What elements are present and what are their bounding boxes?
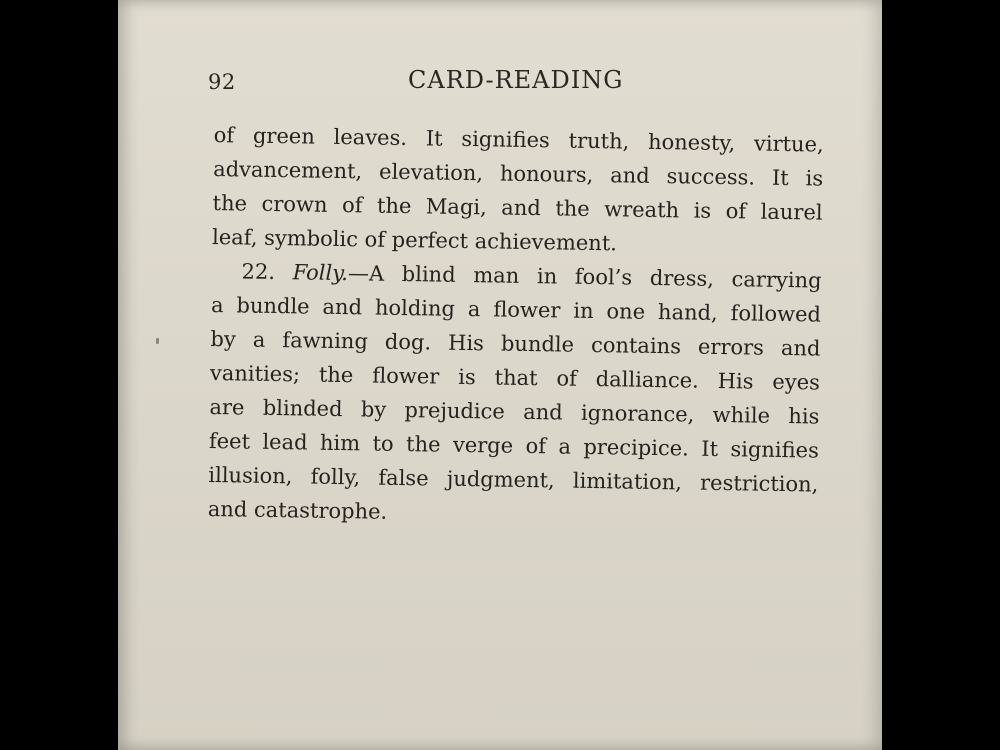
page-header [208,66,818,102]
text-line: the crown of the Magi, and the wreath is of laurel [212,190,823,225]
page-speck [156,338,159,344]
text-line: advancement, elevation, honours, and success. It is [213,156,824,191]
text-line: of green leaves. It signifies truth, honesty, virtue, [213,122,824,157]
text-line: by a fawning dog. His bundle contains errors and [210,326,821,361]
paragraph-laurel [212,118,824,264]
running-head: CARD-READING [408,66,624,94]
text-line: and catastrophe. [207,496,388,524]
text-line: are blinded by prejudice and ignorance, while his [209,394,820,429]
text-line: feet lead him to the verge of a precipice. It signifies [208,428,820,463]
text-line: illusion, folly, false judgment, limitation, restriction, [208,462,819,497]
text-line: leaf, symbolic of perfect achievement. [211,224,618,256]
entry-number: 22. [241,259,276,284]
book-page [118,0,882,750]
text-line: vanities; the flower is that of dalliance. His eyes [209,360,821,395]
page-number: 92 [208,70,236,94]
body-text [208,118,824,536]
text-line: a bundle and holding a flower in one hand, followed [210,292,822,327]
entry-title: Folly. [292,260,349,286]
entry-first-line: —A blind man in fool’s dress, carrying [347,261,822,293]
paragraph-folly [208,254,822,536]
